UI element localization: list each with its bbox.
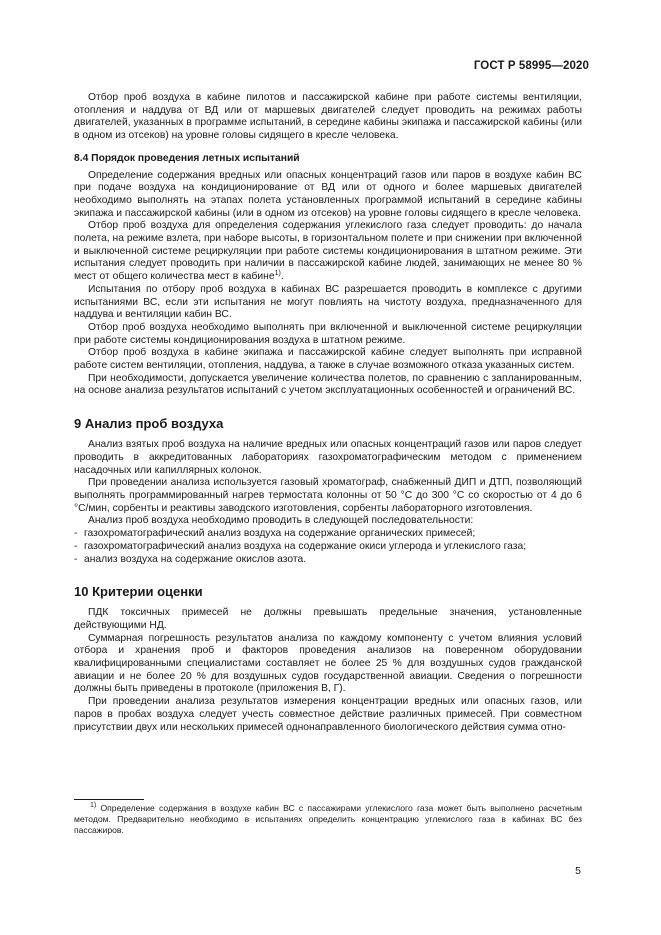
subsection-title-8-4: 8.4 Порядок проведения летных испытаний: [74, 152, 300, 164]
footnote-body: Определение содержания в воздухе кабин ВС с пассажирами углекислого газа может быть выполнено расчетным методом. Предварительно необходимо в испытаниях определить концентрацию углекислого газа в кабинах ВС без пассажиров.: [74, 803, 582, 836]
list-item-text: анализ воздуха на содержание окислов азота.: [84, 553, 307, 565]
list-dash: -: [74, 540, 78, 552]
paragraph-8-4-5: Отбор проб воздуха в кабине экипажа и пассажирской кабине следует выполнять при исправной работе систем вентиляции, отопления, наддува, а также в случае возможного отказа указанных систем.: [74, 347, 582, 372]
list-item: [74, 554, 582, 567]
footnote-divider: [74, 799, 144, 800]
paragraph-8-4-6: При необходимости, допускается увеличение количества полетов, по сравнению с запланированным, на основе анализа результатов испытаний с учетом эксплуатационных особенностей и ограничений ВС.: [74, 372, 582, 397]
paragraph-9-1: Анализ взятых проб воздуха на наличие вредных или опасных концентраций газов или паров следует проводить в аккредитованных лабораториях газохроматографическим методом с применением насадочных или капиллярных колонок.: [74, 439, 582, 476]
paragraph-9-3: Анализ проб воздуха необходимо проводить в следующей последовательности:: [88, 515, 474, 527]
paragraph-8-4-2-end: .: [280, 271, 284, 283]
section-title-9: 9 Анализ проб воздуха: [74, 416, 224, 432]
paragraph-9-2: При проведении анализа используется газовый хроматограф, снабженный ДИП и ДТП, позволяющий выполнять программированный нагрев термостата колонны от 50 °С до 300 °С со скоростью от 4 до 6 °С/мин, сорбенты и реактивы заводского изготовления, сорбенты лабораторного изготовления.: [74, 477, 582, 514]
list-item-text: газохроматографический анализ воздуха на содержание органических примесей;: [84, 528, 476, 540]
paragraph-10-2: Суммарная погрешность результатов анализа по каждому компоненту с учетом влияния условий отбора и хранения проб и факторов проведения анализов на поверенном оборудовании квалифицированными специалистами составляет не более 25 % для воздушных судов гражданской авиации и не более 20 % для воздушных судов государственной авиации. Сведения о погрешности должны быть приведены в протоколе (приложения В, Г).: [74, 632, 582, 695]
footnote-marker: 1): [90, 802, 97, 809]
footnote-reference: 1): [274, 270, 281, 278]
paragraph-sampling-conditions: Отбор проб воздуха в кабине пилотов и пассажирской кабине при работе системы вентиляции, отопления и наддува от ВД или от маршевых двигателей следует проводить на режимах работы двигателей, указанных в программе испытаний, в середине кабины экипажа и пассажирской кабины (или в одном из отсеков) на уровне головы сидящего в кресле человека.: [74, 92, 582, 142]
section-title-10: 10 Критерии оценки: [74, 584, 203, 600]
list-item-text: газохроматографический анализ воздуха на содержание окиси углерода и углекислого газа;: [84, 540, 527, 552]
paragraph-8-4-1: Определение содержания вредных или опасных концентраций газов или паров в воздухе кабин ВС при подаче воздуха на кондиционирование от ВД или от одного и более маршевых двигателей необходимо выполнять на этапах полета установленных программой испытаний в середине кабины экипажа и пассажирской кабины (или в одном из отсеков) на уровне головы сидящего в кресле человека.: [74, 169, 582, 219]
list-dash: -: [74, 528, 78, 540]
paragraph-10-1: ПДК токсичных примесей не должны превышать предельные значения, установленные действующими НД.: [74, 607, 582, 631]
list-dash: -: [74, 553, 78, 565]
paragraph-8-4-3: Испытания по отбору проб воздуха в кабинах ВС разрешается проводить в комплексе с другими испытаниями ВС, если эти испытания не могут повлиять на чистоту воздуха, предназначенного для наддува и вентиляции кабин ВС.: [74, 283, 582, 321]
paragraph-8-4-4: Отбор проб воздуха необходимо выполнять при включенной и выключенной системе рециркуляции при работе системы кондиционирования воздуха в штатном режиме.: [74, 321, 582, 346]
paragraph-8-4-2-text: Отбор проб воздуха для определения содержания углекислого газа следует проводить: до начала полета, на режиме взлета, при наборе высоты, в горизонтальном полете и при снижении при включенной и выключенной системе рециркуляции при работе системы кондиционирования в штатном режиме. Эти испытания следует проводить при наличии в пассажирской кабине людей, занимающих не менее 80 % мест от общего количества мест в кабине: [74, 220, 582, 283]
list-item: [74, 528, 582, 541]
document-code-header: ГОСТ Р 58995—2020: [473, 60, 589, 72]
footnote-text: [74, 803, 582, 837]
page-number: 5: [575, 865, 581, 877]
page-body: [74, 92, 582, 734]
footnote: [74, 803, 582, 837]
list-item: [74, 541, 582, 554]
paragraph-8-4-2: [74, 220, 582, 284]
paragraph-10-3: При проведении анализа результатов измерения концентрации вредных или опасных газов, или паров в пробах воздуха следует учесть совместное действие различных примесей. При совместном присутствии двух или нескольких примесей однонаправленного биологического действия сумма отно-: [74, 696, 582, 733]
